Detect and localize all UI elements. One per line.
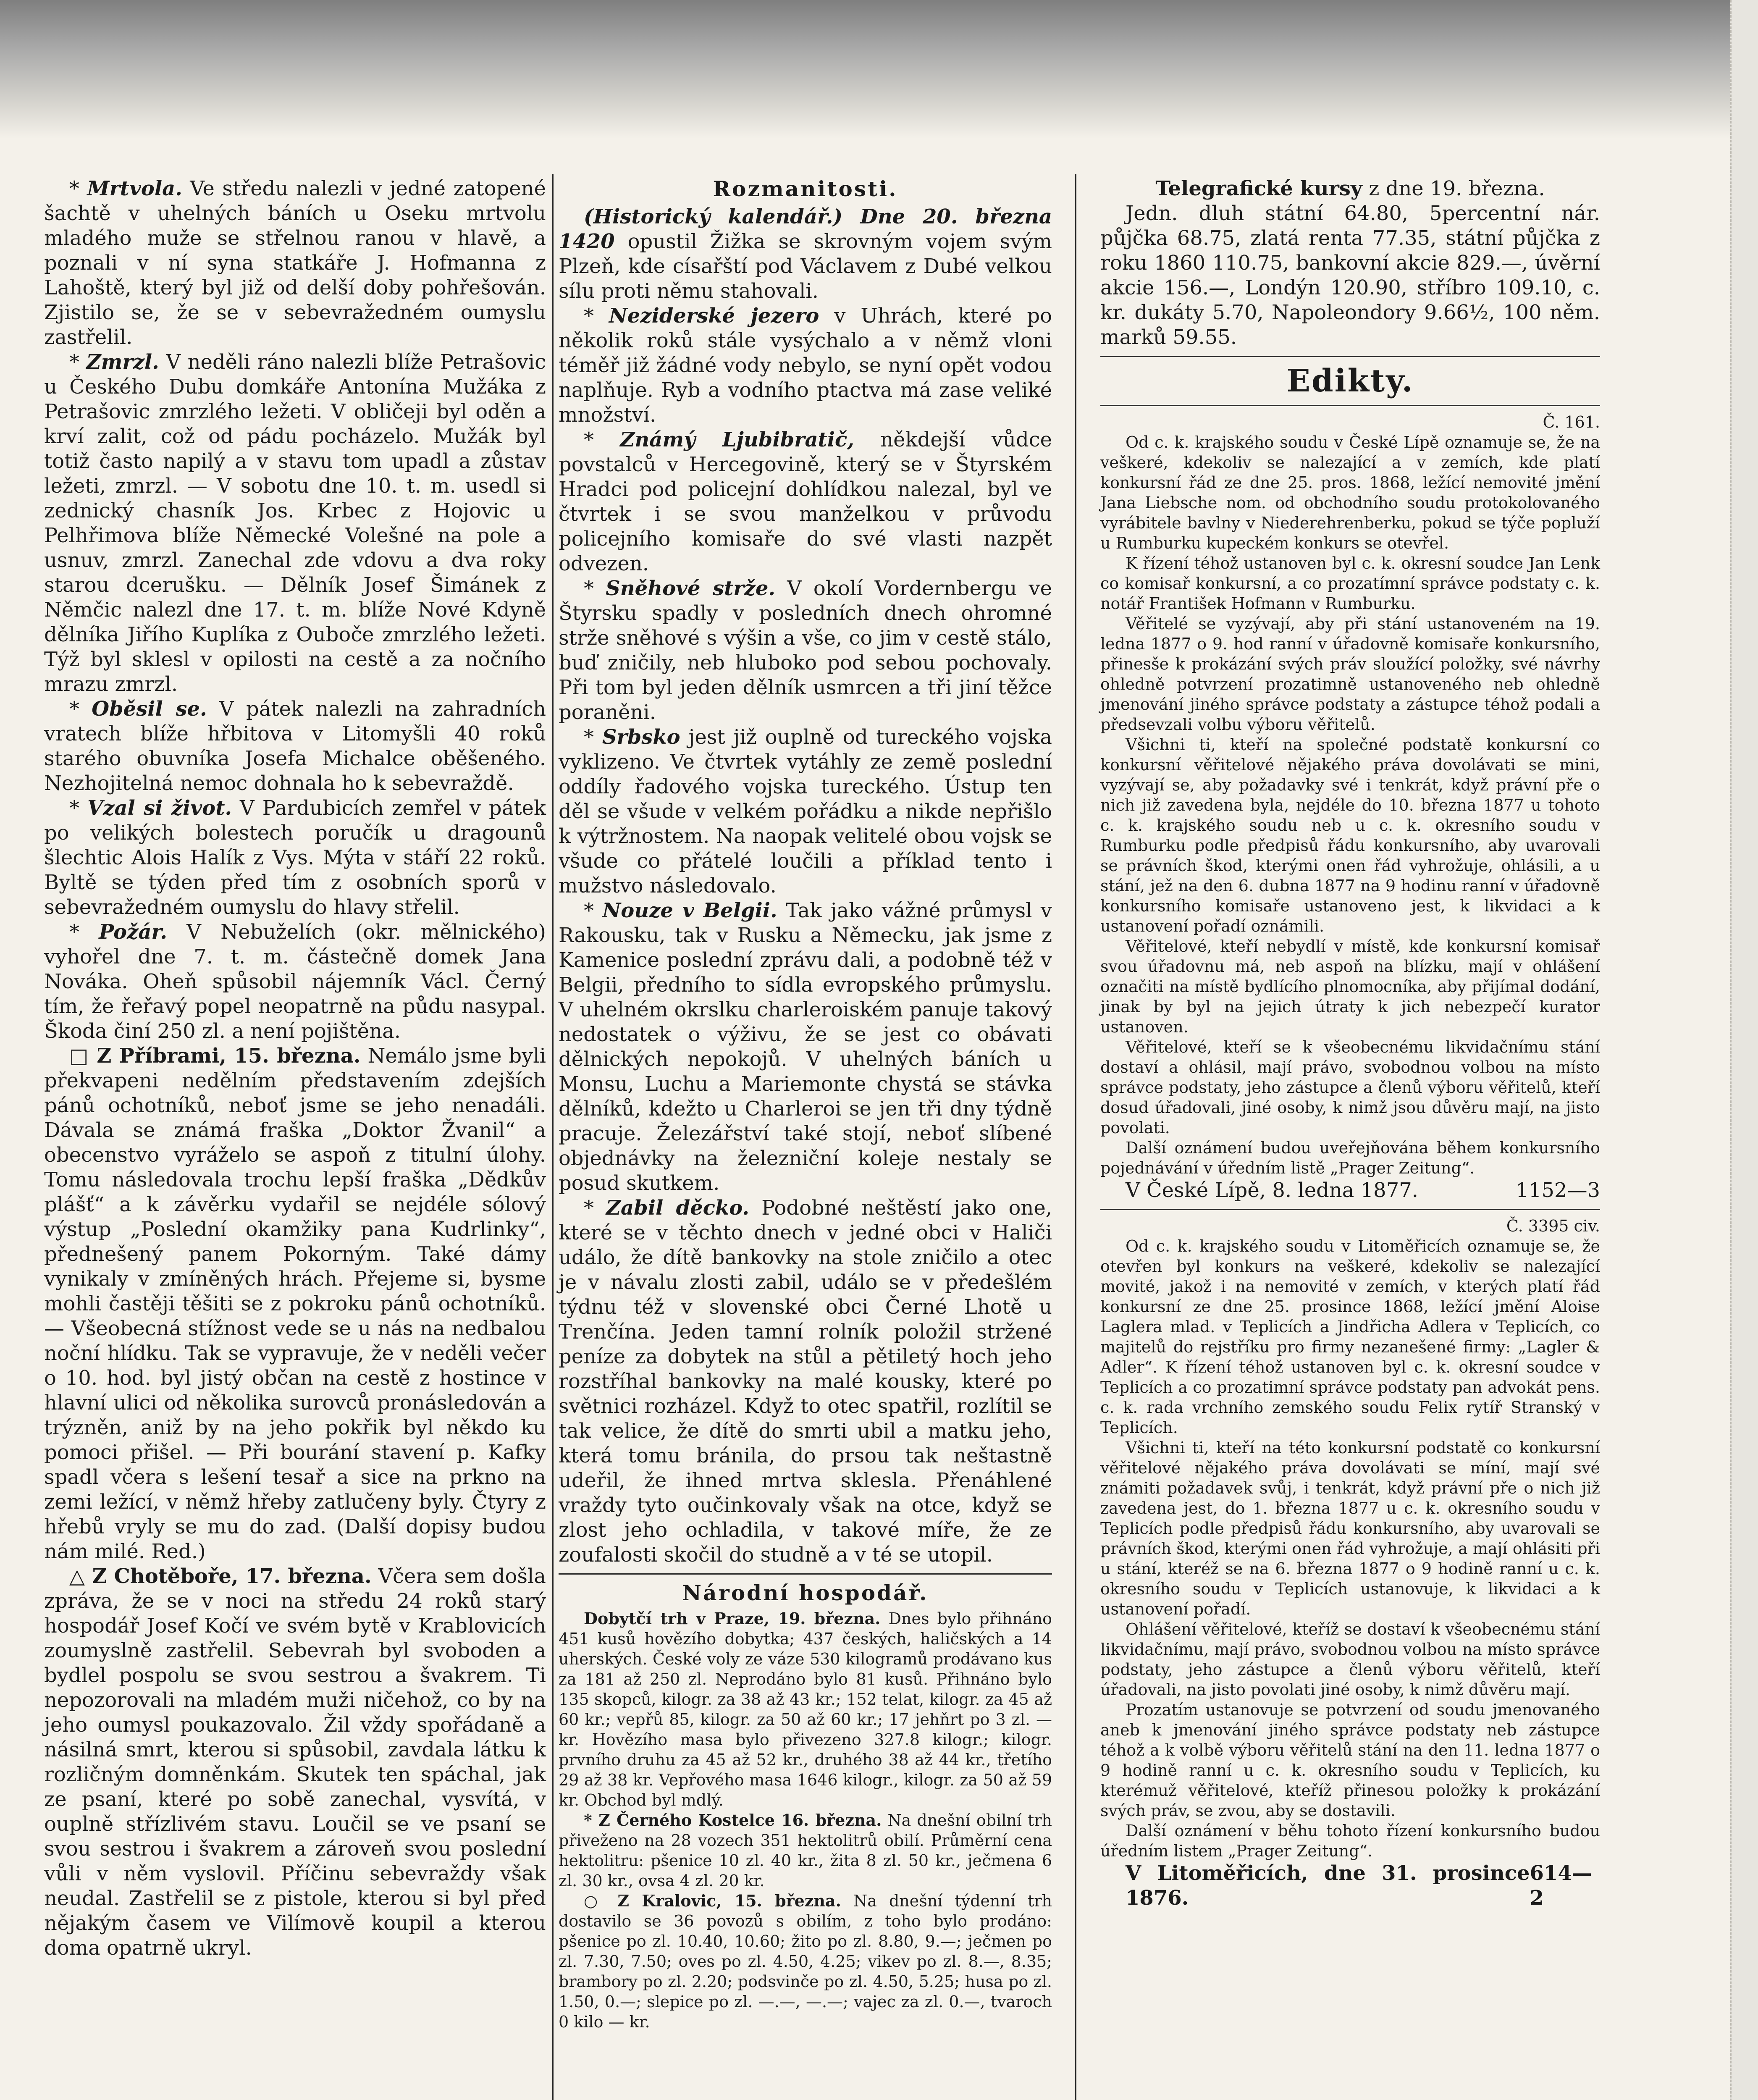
section-rule: [1100, 1209, 1600, 1210]
article-text: někdejší vůdce povstalců v Hercegovině, který se v Štyrském Hradci pod policejní dohlídkou nalezal, byl ve čtvrtek i se svou manželkou v průvodu policejního komisaře do své vlasti nazpět odvezen.: [559, 428, 1052, 575]
keyword: Srbsko: [602, 725, 680, 749]
dateline: * Z Černého Kostelce 16. března.: [584, 1811, 882, 1830]
edict-text: Další oznámení budou uveřejňována během konkursního pojednávání v úředním listě „Prager Zeitung“.: [1100, 1139, 1600, 1177]
telegraph-rates-heading: [1100, 176, 1600, 201]
dateline: ○ Z Kralovic, 15. března.: [584, 1891, 841, 1910]
edict-text: Od c. k. krajského soudu v České Lípě oznamuje se, že na veškeré, kdekoliv se nalezající a v zemích, kde platí konkursní řád ze dne 25. pros. 1868, ležící nemovité jmění Jana Liebsche nom. od obchodního soudu protokolovaného vyrábitele bavlny v Niederehrenberku, pokud se týče popluží u Rumburku kupeckém konkurs se otevřel.: [1100, 433, 1600, 552]
edict-text: Další oznámení v běhu tohoto řízení konkursního budou úředním listem „Prager Zeitung“.: [1100, 1822, 1600, 1860]
edict-signature: [1100, 1178, 1600, 1203]
keyword: Požár.: [99, 920, 168, 944]
column-exchange-edicts: [1100, 176, 1600, 1911]
article-zmrzl: * Zmrzl. V neděli ráno nalezli blíže Petrašovic u Českého Dubu domkáře Antonína Mužáka z Petrašovic zmrzlého ležeti. V obličeji byl oděn a krví zalit, což od pádu pocházelo. Mužák byl totiž často napilý a v stavu tom upadl a zůstav ležeti, zmrzl. — V sobotu dne 10. t. m. usedl si zednický chasník Jos. Krbec z Hojovic u Pelhřimova blíže Německé Volešné na pole a usnuv, zmrzl. Zanechal zde vdovu a dva roky starou dcerušku. — Dělník Josef Šimánek z Němčic nalezl dne 17. t. m. blíže Nové Kdyně dělníka Jiřího Kuplíka z Ouboče zmrzlého ležeti. Týž byl sklesl v opilosti na cestě a za nočního mrazu zmrzl.: [44, 350, 546, 696]
article-text: Podobné neštěstí jako one, které se v těchto dnech v jedné obci v Haliči událo, že dítě bankovky na stole zničilo a otec je v návalu zlosti zabil, událo se v předešlém týdnu též v slovenské obci Černé Lhotě u Trenčína. Jeden tamní rolník položil stržené peníze za dobytek na stůl a pětiletý hoch jeho rozstříhal bankovky na malé kousky, které po světnici rozházel. Když to otec spatřil, rozlítil se tak velice, že dítě do smrti ubil a matku jeho, která tomu bránila, do prsou tak neštastně udeřil, že ihned mrtva sklesla. Přenáhlené vraždy tyto oučinkovaly však na otce, když se zlost jeho ochladila, v takové míře, že ze zoufalosti skočil do studně a v té se utopil.: [559, 1196, 1052, 1567]
heading-text: Telegrafické kursy: [1155, 177, 1362, 200]
edict-text: Od c. k. krajského soudu v Litoměřicích oznamuje se, že otevřen byl konkurs na veškeré, kdekoliv se nalezající movité, jakož i na nemovité v zemích, v kterých platí řád konkursní ze dne 25. prosince 1868, ležící jmění Aloise Laglera mlad. v Teplicích a Jindřicha Adlera v Teplicích, co majitelů do rejstříku pro firmy nezanešené firmy: „Lagler & Adler“. K řízení téhož ustanoven byl c. k. okresní soudce v Teplicích a co prozatimní správce podstaty pan advokát pens. c. k. rada vrchního zemského soudu Felix rytíř Stranský v Teplicích.: [1100, 1237, 1600, 1437]
article-text: opustil Žižka se skrovným vojem svým Plzeň, kde císařští pod Václavem z Dubé velkou sílu proti němu stahovali.: [559, 230, 1052, 303]
keyword: Sněhové strže.: [606, 577, 776, 600]
article-snehove-strze: * Sněhové strže. V okolí Vordernbergu ve Štyrsku spadly v posledních dnech ohromné strže sněhové s výšin a vše, co jim v cestě stálo, buď zničily, neb hluboko pod sebou pochovaly. Při tom byl jeden dělník usmrcen a tři jiní těžce poraněni.: [559, 577, 1052, 724]
article-ljubibratic: * Známý Ljubibratič, někdejší vůdce povstalců v Hercegovině, který se v Štyrském Hradci pod policejní dohlídkou nalezal, byl ve čtvrtek i se svou manželkou v průvodu policejního komisaře do své vlasti nazpět odvezen.: [559, 428, 1052, 575]
article-zabil-decko: * Zabil děcko. Podobné neštěstí jako one, které se v těchto dnech v jedné obci v Haliči událo, že dítě bankovky na stole zničilo a otec je v návalu zlosti zabil, událo se v předešlém týdnu též v slovenské obci Černé Lhotě u Trenčína. Jeden tamní rolník položil stržené peníze za dobytek na stůl a pětiletý hoch jeho rozstříhal bankovky na malé kousky, které po světnici rozházel. Když to otec spatřil, rozlítil se tak velice, že dítě do smrti ubil a matku jeho, která tomu bránila, do prsou tak neštastně udeřil, že ihned mrtva sklesla. Přenáhlené vraždy tyto oučinkovaly však na otce, když se zlost jeho ochladila, v takové míře, že ze zoufalosti skočil do studně a v té se utopil.: [559, 1196, 1052, 1567]
keyword: Zabil děcko.: [606, 1196, 750, 1220]
section-rule: [1100, 356, 1600, 357]
article-pozar: * Požár. V Nebuželích (okr. mělnického) vyhořel dne 7. t. m. částečně domek Jana Nováka. Oheň spůsobil nájemník Václ. Černý tím, že řeřavý popel neopatrně na půdu nasypal. Škoda činí 250 zl. a není pojištěna.: [44, 920, 546, 1043]
edict-text: Prozatím ustanovuje se potvrzení od soudu jmenovaného aneb k jmenování jiného správce podstaty neb zástupce téhož a k volbě výboru věřitelů stání na den 11. ledna 1877 o 9 hodině ranní u c. k. okresního soudu v Teplicích, ku kterémuž věřitelové, kteříž přinesou položky k prokázání svých práv, se zvou, aby se dostavili.: [1100, 1701, 1600, 1820]
edict-text: Všichni ti, kteří na této konkursní podstatě co konkursní věřitelové nějakého práva dovolávati se míní, mají své známiti požadavek svůj, i tenkrát, když právní pře o nich již zavedena jest, do 1. března 1877 u c. k. okresního soudu v Teplicích podle předpisů řádu konkursního, aby uvarovali se právních škod, kterými onen řád vyhrožuje, a mají ohlásiti při u stání, kteréž se na 6. března 1877 o 9 hodině ranní u c. k. okresního soudu v Teplicích ustanovuje, k likvidaci a k ustanovení pořadí.: [1100, 1438, 1600, 1618]
edict-text: Věřitelé se vyzývají, aby při stání ustanoveném na 19. ledna 1877 o 9. hod ranní v úřadovně komisaře konkursního, přinesše k prokázání svých práv sloužící položky, své návrhy ohledně potvrzení prozatimně ustanoveného neb ohledně jmenování jiného správce podstaty a zástupce téhož podali a předsevzali volbu výboru věřitelů.: [1100, 614, 1600, 734]
scan-shadow: [0, 0, 1758, 139]
column-divider-1: [552, 174, 554, 2100]
keyword: Zmrzl.: [86, 350, 159, 374]
article-srbsko: * Srbsko jest již ouplně od tureckého vojska vyklizeno. Ve čtvrtek vytáhly ze země poslední oddíly řadového vojska tureckého. Ústup ten děl se všude v velkém pořádku a nikde nepřišlo k výtržnostem. Na naopak velitelé obou vojsk se všude co přátelé loučili a příklad tento i mužstvo následovalo.: [559, 725, 1052, 898]
article-text: V neděli ráno nalezli blíže Petrašovic u Českého Dubu domkáře Antonína Mužáka z Petrašovic zmrzlého ležeti. V obličeji byl oděn a krví zalit, což od pádu pocházelo. Mužák byl totiž často napilý a v stavu tom upadl a zůstav ležeti, zmrzl. — V sobotu dne 10. t. m. usedl si zednický chasník Jos. Krbec z Hojovic u Pelhřimova blíže Německé Volešné na pole a usnuv, zmrzl. Zanechal zde vdovu a dva roky starou dcerušku. — Dělník Josef Šimánek z Němčic nalezl dne 17. t. m. blíže Nové Kdyně dělníka Jiřího Kuplíka z Ouboče zmrzlého ležeti. Týž byl sklesl v opilosti na cestě a za nočního mrazu zmrzl.: [44, 350, 546, 696]
article-text: V Pardubicích zemřel v pátek po velikých bolestech poručík u dragounů šlechtic Alois Halík z Vys. Mýta v stáří 22 roků. Byltě se týden před tím z osobních sporů v sebevražedném oumyslu do hlavy střelil.: [44, 796, 546, 919]
market-report-kralovice: [559, 1891, 1052, 2032]
article-text: jest již ouplně od tureckého vojska vyklizeno. Ve čtvrtek vytáhly ze země poslední oddíly řadového vojska tureckého. Ústup ten děl se všude v velkém pořádku a nikde nepřišlo k výtržnostem. Na naopak velitelé obou vojsk se všude co přátelé loučili a příklad tento i mužstvo následovalo.: [559, 725, 1052, 898]
section-heading: Edikty.: [1286, 363, 1414, 399]
article-text: Dnes bylo přihnáno 451 kusů hovězího dobytka; 437 českých, haličských a 14 uherských. České voly ze váze 530 kilogramů prodávano kus za 181 až 250 zl. Neprodáno bylo 81 kusů. Přihnáno bylo 135 skopců, kilogr. za 38 až 43 kr.; 152 telat, kilogr. za 45 až 60 kr.; vepřů 85, kilogr. za 50 až 60 kr.; 17 jehňrt po 3 zl. — kr. Hovězího masa bylo přivezeno 327.8 kilogr.; kilogr. prvního druhu za 45 až 52 kr., druhého 38 až 44 kr., třetího 29 až 38 kr. Vepřového masa 1646 kilogr., kilogr. za 50 až 59 kr. Obchod byl mdlý.: [559, 1609, 1052, 1809]
signature-place-date: V České Lípě, 8. ledna 1877.: [1126, 1179, 1419, 1202]
column-local-news: [44, 176, 546, 1961]
article-text: v Uhrách, které po několik roků stále vysýchalo a v němž vloni téměř již žádné vody nebylo, se nyní opět vodou naplňuje. Ryb a vodního ptactva má zase veliké množství.: [559, 304, 1052, 427]
article-text: Na dnešní obilní trh přiveženo na 28 vozech 351 hektolitrů obilí. Průměrní cena hektolitru: pšenice 10 zl. 40 kr., žita 8 zl. 50 kr., ječmena 6 zl. 30 kr., ovsa 4 zl. 20 kr.: [559, 1811, 1052, 1890]
edict-text: Ohlášení věřitelové, kteříž se dostaví k všeobecnému stání likvidačnímu, mají právo, svobodnou volbou na místo správce podstaty, jeho zástupce a členů výboru věřitelů, kteří úřadovali, na jisto povolati jiné osoby, k nimž důvěru mají.: [1100, 1620, 1600, 1699]
edict-signature: [1100, 1861, 1600, 1911]
edict-text: K řízení téhož ustanoven byl c. k. okresní soudce Jan Lenk co komisař konkursní, a co prozatímní správce podstaty c. k. notář František Hofmann v Rumburku.: [1100, 554, 1600, 613]
heading-date: z dne 19. března.: [1369, 177, 1545, 200]
article-text: Tak jako vážné průmysl v Rakousku, tak v Rusku a Německu, jak jsme z Kamenice poslední zprávu dali, a podobně též v Belgii, předního to sídla evropského průmyslu. V uhelném okrslku charleroiském panuje takový nedostatek o výživu, že se jest co obávati dělnických nepokojů. V uhelných báních u Monsu, Luchu a Mariemonte chystá se stávka dělníků, kdežto u Charleroi se jen tři dny týdně pracuje. Železářství také stojí, neboť slíbené objednávky na železniční koleje nestaly se posud skutkem.: [559, 899, 1052, 1195]
article-chotebor: [44, 1564, 546, 1961]
article-text: V Nebuželích (okr. mělnického) vyhořel dne 7. t. m. částečně domek Jana Nováka. Oheň spůsobil nájemník Václ. Černý tím, že řeřavý popel neopatrně na půdu nasypal. Škoda činí 250 zl. a není pojištěna.: [44, 920, 546, 1043]
keyword: Mrtvola.: [87, 177, 182, 200]
reference-number: 614—2: [1530, 1861, 1592, 1910]
dateline: □ Z Příbrami, 15. března.: [69, 1044, 361, 1068]
section-heading: Národní hospodář.: [682, 1580, 929, 1605]
dateline: Dobytčí trh v Praze, 19. března.: [584, 1609, 881, 1628]
article-text: V okolí Vordernbergu ve Štyrsku spadly v posledních dnech ohromné strže sněhové s výšin a vše, co jim v cestě stálo, buď zničily, neb hluboko pod sebou pochovaly. Při tom byl jeden dělník usmrcen a tři jiní těžce poraněni.: [559, 577, 1052, 724]
keyword: Neziderské jezero: [609, 304, 819, 328]
edict-text: Věřitelové, kteří se k všeobecnému likvidačnímu stání dostaví a ohlásil, mají právo, svobodnou volbou na místo správce podstaty, jeho zástupce a členů výboru věřitelů, kteří dosud úřadovali, jiné osoby, k nimž jsou důvěru mají, na jisto povolati.: [1100, 1038, 1600, 1137]
article-mrtvola: * Mrtvola. Ve středu nalezli v jedné zatopené šachtě v uhelných báních u Oseku mrtvolu mladého muže se střelnou ranou v hlavě, a poznali v ní syna statkáře J. Hofmanna z Lahoště, který byl již od delší doby pohřešován. Zjistilo se, že se v sebevražedném oumyslu zastřelil.: [44, 177, 546, 349]
section-heading: Rozmanitosti.: [713, 176, 898, 201]
keyword: Známý Ljubibratič,: [620, 428, 854, 452]
edict-number: Č. 3395 civ.: [1506, 1217, 1600, 1235]
reference-number: 1152—3: [1516, 1179, 1600, 1202]
article-pribram: [44, 1044, 546, 1564]
article-text: V pátek nalezli na zahradních vratech blíže hřbitova v Litomyšli 40 roků starého obuvníka Josefa Michalce oběšeného. Nezhojitelná nemoc dohnala ho k sebevraždě.: [44, 697, 546, 795]
market-report-kostelec: [559, 1810, 1052, 1891]
keyword: Nouze v Belgii.: [602, 899, 777, 922]
article-text: Na dnešní týdenní trh dostavilo se 36 povozů s obilím, z toho bylo prodáno: pšenice po zl. 10.40, 10.60; žito po zl. 8.80, 9.—; ječmen po zl. 7.30, 7.50; oves po zl. 4.50, 4.25; vikev po zl. 8.—, 8.35; brambory po zl. 2.20; podsvinče po zl. 4.50, 5.25; husa po zl. 1.50, 0.—; slepice po zl. —.—, —.—; vajec za zl. 0.—, tvaroch 0 kilo — kr.: [559, 1892, 1052, 2031]
telegraph-rates: Jedn. dluh státní 64.80, 5percentní nár. půjčka 68.75, zlatá renta 77.35, státní půjčka z roku 1860 110.75, bankovní akcie 829.—, úvěrní akcie 156.—, Londýn 120.90, stříbro 109.10, c. kr. dukáty 5.70, Napoleondory 9.66½, 100 něm. marků 59.55.: [1100, 202, 1600, 349]
keyword: (Historický kalendář.) Dne 20. března 1420: [559, 205, 1052, 253]
article-text: Včera sem došla zpráva, že se v noci na středu 24 roků starý hospodář Josef Kočí ve svém bytě v Krablovicích zoumyslně zastřelil. Sebevrah byl svoboden a bydlel pospolu se svou sestrou a švakrem. Ti nepozorovali na mladém muži ničehož, co by na jeho oumysl poukazovalo. Žil vždy spořádaně a násilná smrt, kterou si spůsobil, zavdala látku k rozličným domněnkám. Skutek ten spáchal, jak ze psaní, které po sobě zanechal, vysvítá, v ouplně střízlivém stavu. Loučil se ve psaní se svou sestrou i švakrem a zároveň svou poslední vůli v něm vyslovil. Příčinu sebevraždy však neudal. Zastřelil se z pistole, kterou si byl před nějakým časem ve Vilímově koupil a kterou doma opatrně ukryl.: [44, 1564, 546, 1960]
article-text: Nemálo jsme byli překvapeni nedělním představením zdejších pánů ochotníků, neboť jsme se jeho nenadáli. Dávala se známá fraška „Doktor Žvanil“ a obecenstvo vyráželo se aspoň z titulní úlohy. Tomu následovala trochu lepší fraška „Dědkův plášť“ a k závěrku vydařil se nejdéle sólový výstup „Poslední okamžiky pana Kudrlinky“, přednešený panem Pokorným. Také dámy vynikaly v zmíněných hrách. Přejeme si, bysme mohli častěji těšiti se z pokroku pánů ochotníků. — Všeobecná stížnost vede se u nás na nedbalou noční hlídku. Tak se vypravuje, že v neděli večer o 10. hod. byl jistý občan na cestě z hostince v hlavní ulici od několika surovců pronásledován a trýzněn, aniž by na jeho pokřik byl někdo ku pomoci přišel. — Při bourání stavení p. Kafky spadl včera s lešení tesař a sice na prkno na zemi ležící, v němž hřeby zatlučeny byly. Čtyry z hřebů vryly se mu do zad. (Další dopisy budou nám milé. Red.): [44, 1044, 546, 1563]
edict-text: Věřitelové, kteří nebydlí v místě, kde konkursní komisař svou úřadovnu má, neb aspoň na blízku, mají v ohlášení označiti na místě bydlícího plnomocníka, aby přijímal dodání, jinak by byl na jejich útraty k jich nebezpečí kurator ustanoven.: [1100, 937, 1600, 1036]
section-rule: [1100, 405, 1600, 406]
section-rule: [559, 1573, 1052, 1575]
page-edge: [1730, 0, 1758, 2100]
keyword: Vzal si život.: [87, 796, 232, 820]
edict-number: Č. 161.: [1543, 413, 1600, 431]
article-neziderske-jezero: * Neziderské jezero v Uhrách, které po několik roků stále vysýchalo a v němž vloni téměř již žádné vody nebylo, se nyní opět vodou naplňuje. Ryb a vodního ptactva má zase veliké množství.: [559, 304, 1052, 427]
column-miscellany: [559, 176, 1052, 2032]
article-nouze-v-belgii: * Nouze v Belgii. Tak jako vážné průmysl v Rakousku, tak v Rusku a Německu, jak jsme z Kamenice poslední zprávu dali, a podobně též v Belgii, předního to sídla evropského průmyslu. V uhelném okrslku charleroiském panuje takový nedostatek o výživu, že se jest co obávati dělnických nepokojů. V uhelných báních u Monsu, Luchu a Mariemonte chystá se stávka dělníků, kdežto u Charleroi se jen tři dny týdně pracuje. Železářství také stojí, neboť slíbené objednávky na železniční koleje nestaly se posud skutkem.: [559, 899, 1052, 1195]
article-obesil: * Oběsil se. V pátek nalezli na zahradních vratech blíže hřbitova v Litomyšli 40 roků starého obuvníka Josefa Michalce oběšeného. Nezhojitelná nemoc dohnala ho k sebevraždě.: [44, 697, 546, 795]
article-text: Ve středu nalezli v jedné zatopené šachtě v uhelných báních u Oseku mrtvolu mladého muže se střelnou ranou v hlavě, a poznali v ní syna statkáře J. Hofmanna z Lahoště, který byl již od delší doby pohřešován. Zjistilo se, že se v sebevražedném oumyslu zastřelil.: [44, 177, 546, 349]
edict-text: Všichni ti, kteří na společné podstatě konkursní co konkursní věřitelové nějakého práva dovolávati se mini, vyzývají se, aby požadavky své i tenkrát, když právní pře o nich již zavedena byla, nejdéle do 10. března 1877 u tohoto c. k. krajského soudu neb u c. k. okresního soudu v Rumburku podle předpisů řádu konkursního, aby uvarovali se právních škod, kterými onen řád vyhrožuje, ohlásili, a u stání, jež na den 6. dubna 1877 na 9 hodinu ranní v úřadovně konkursního komisaře ustanoveno jest, k likvidaci a k ustanovení pořadí oznámili.: [1100, 735, 1600, 935]
signature-place-date: V Litoměřicích, dne 31. prosince 1876.: [1126, 1861, 1530, 1910]
article-vzal-si-zivot: * Vzal si život. V Pardubicích zemřel v pátek po velikých bolestech poručík u dragounů šlechtic Alois Halík z Vys. Mýta v stáří 22 roků. Byltě se týden před tím z osobních sporů v sebevražedném oumyslu do hlavy střelil.: [44, 796, 546, 919]
keyword: Oběsil se.: [92, 697, 207, 721]
article-historical-calendar: [559, 205, 1052, 304]
market-report-prague: [559, 1609, 1052, 1810]
dateline: △ Z Chotěboře, 17. března.: [69, 1564, 372, 1588]
column-divider-2: [1075, 174, 1076, 2100]
